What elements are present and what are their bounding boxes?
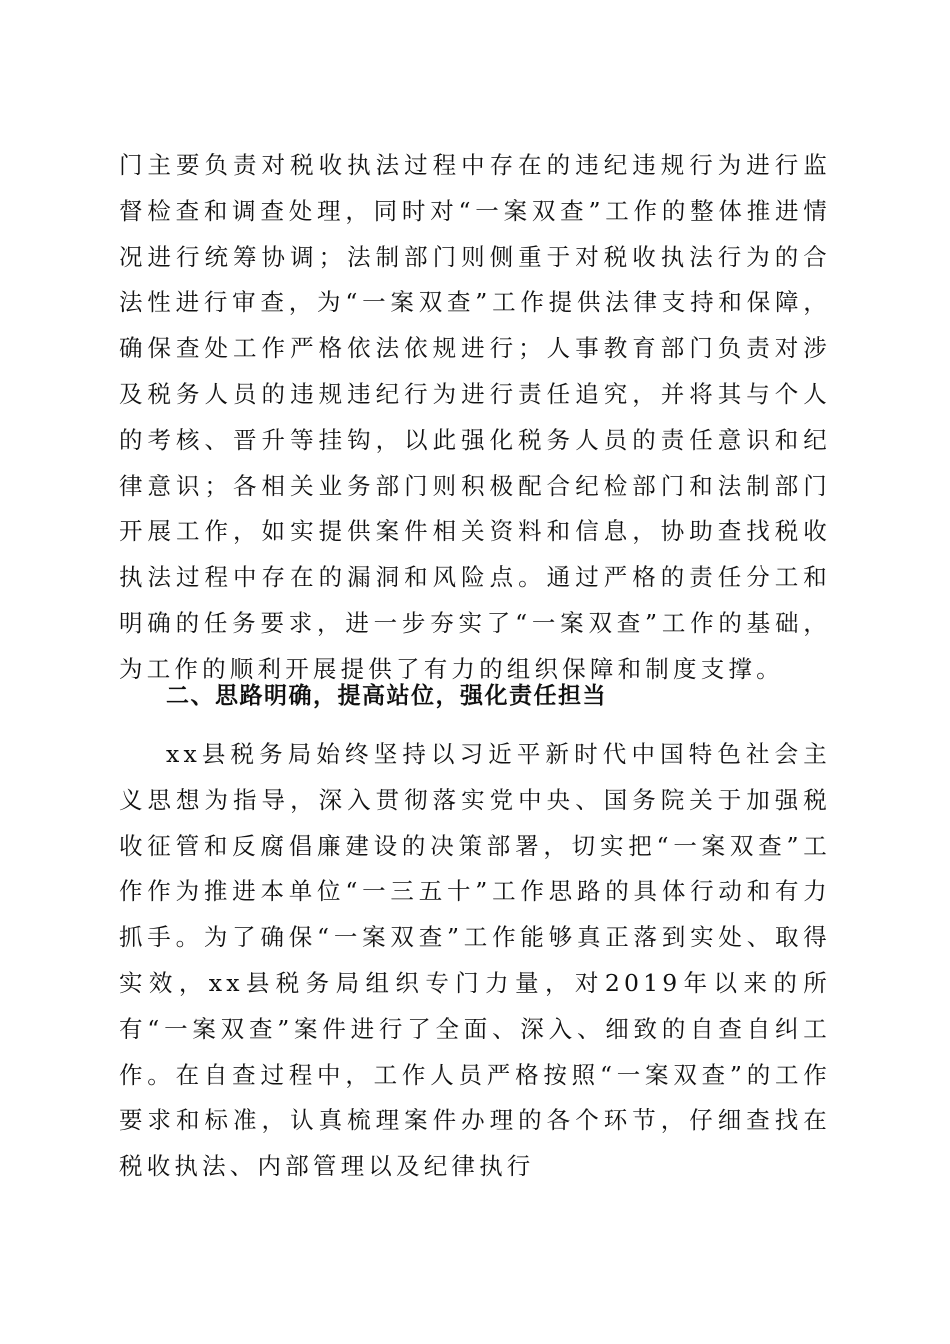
body-paragraph-1: 门主要负责对税收执法过程中存在的违纪违规行为进行监督检查和调查处理，同时对“一案双查”工作的整体推进情况进行统筹协调；法制部门则侧重于对税收执法行为的合法性进行审查，为“一案双查”工作提供法律支持和保障，确保查处工作严格依法依规进行；人事教育部门负责对涉及税务人员的违规违纪行为进行责任追究，并将其与个人的考核、晋升等挂钩，以此强化税务人员的责任意识和纪律意识；各相关业务部门则积极配合纪检部门和法制部门开展工作，如实提供案件相关资料和信息，协助查找税收执法过程中存在的漏洞和风险点。通过严格的责任分工和明确的任务要求，进一步夯实了“一案双查”工作的基础，为工作的顺利开展提供了有力的组织保障和制度支撑。 bbox=[119, 151, 831, 683]
section-heading: 二、思路明确，提高站位，强化责任担当 bbox=[166, 683, 607, 709]
body-paragraph-2: xx县税务局始终坚持以习近平新时代中国特色社会主义思想为指导，深入贯彻落实党中央、国务院关于加强税收征管和反腐倡廉建设的决策部署，切实把“一案双查”工作作为推进本单位“一三五十”工作思路的具体行动和有力抓手。为了确保“一案双查”工作能够真正落到实处、取得实效，xx县税务局组织专门力量，对2019年以来的所有“一案双查”案件进行了全面、深入、细致的自查自纠工作。在自查过程中，工作人员严格按照“一案双查”的工作要求和标准，认真梳理案件办理的各个环节，仔细查找在税收执法、内部管理以及纪律执行 bbox=[119, 740, 831, 1181]
